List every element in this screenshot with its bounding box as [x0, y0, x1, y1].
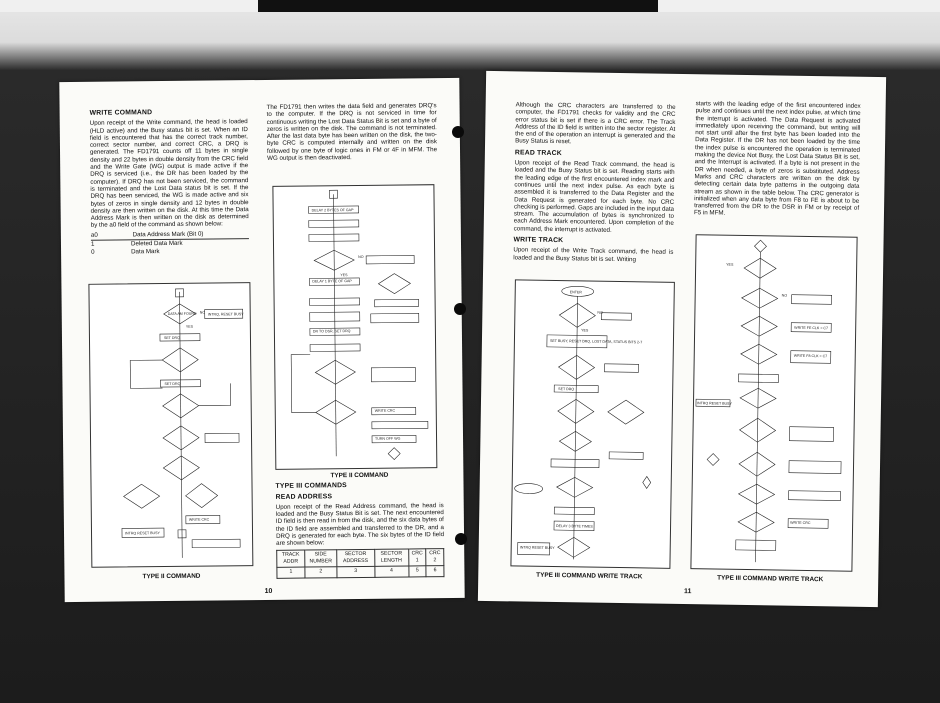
- write-command-heading: WRITE COMMAND: [89, 109, 153, 117]
- flow-text: WRITE FE CLK = C7: [794, 325, 829, 331]
- crc-paragraph: Although the CRC characters are transferred to the computer, the FD1791 checks for validity and the CRC error status bit is set if there is a CRC error. The Track Address of the ID field is written into the sector register. At the end of the operation an interrupt is generated and the Busy Status is reset.: [515, 101, 676, 146]
- flow-text: YES: [581, 328, 589, 333]
- flow-text: NO: [781, 293, 788, 298]
- id-value: 1: [277, 567, 305, 578]
- id-value: 4: [374, 566, 408, 577]
- flowchart-svg: [89, 283, 252, 567]
- write-data-paragraph: The FD1791 then writes the data field and generates DRQ's to the computer. If the DRQ is not serviced in time for continuous writing the Lost Data Status Bit is set and a byte of zeros is written on the disk. The command is not terminated. After the last data byte has been written on the disk, the two-byte CRC is computed internally and written on the disk followed by one byte of logic ones in FM or 4F in MFM. The WG output is then deactivated.: [266, 102, 438, 163]
- id-value: 5: [408, 566, 426, 576]
- read-track-heading: READ TRACK: [514, 149, 562, 157]
- flow-text: WRITE F8 CLK = C7: [793, 353, 828, 359]
- flowchart-write-track-2: [690, 234, 857, 572]
- flow-text: NO: [358, 254, 364, 259]
- binder-hole: [455, 533, 467, 545]
- left-caption-1: TYPE II COMMAND: [142, 572, 201, 581]
- read-address-paragraph: Upon receipt of the Read Address command, the head is loaded and the Busy Status Bit is set. The next encountered ID field is then read in from the disk, and the six data bytes of the ID field are assembled and transferred to the DR, and a DRQ is generated for each byte. The six bytes of the ID field are shown below:: [275, 501, 445, 548]
- binder-hole: [452, 126, 464, 138]
- address-mark-table: [91, 230, 249, 256]
- flow-text: DATA AM FOUND: [167, 311, 197, 316]
- flowchart-svg: [273, 185, 436, 469]
- id-value: 6: [426, 566, 444, 576]
- flow-text: DELAY 2 BYTES OF GAP: [311, 208, 354, 213]
- flow-text: SET DRQ: [558, 387, 575, 392]
- left-page: [59, 78, 464, 602]
- flow-text: SET DRQ: [164, 381, 181, 387]
- id-header: SECTOR ADDRESS: [337, 549, 375, 567]
- flow-text: INTRQ RESET BUSY: [124, 531, 160, 536]
- right-page: [478, 71, 886, 607]
- flow-text: DELAY 1 BYTE OF GAP: [312, 279, 352, 284]
- id-header: SECTOR LENGTH: [374, 549, 408, 567]
- write-track-heading: WRITE TRACK: [513, 236, 564, 245]
- left-column-1: [90, 108, 250, 256]
- am-row-a0: 0: [91, 248, 95, 256]
- flow-text: YES: [185, 324, 194, 329]
- am-row-a0: 1: [90, 240, 95, 249]
- flowchart-type2: [272, 184, 437, 470]
- id-header: SIDE NUMBER: [305, 549, 337, 567]
- flowchart-svg: [511, 280, 673, 567]
- read-address-heading: READ ADDRESS: [275, 492, 333, 501]
- write-track-paragraph: Upon receipt of the Write Track command, the head is loaded and the Busy Status bit is set. Writing: [513, 246, 674, 263]
- flowchart-write-track-1: [510, 279, 674, 568]
- am-row-label: Deleted Data Mark: [130, 240, 183, 248]
- flow-text: NO: [199, 310, 206, 315]
- flow-text: SET BUSY, RESET DRQ, LOST DATA, STATUS BITS 2-7: [549, 338, 643, 345]
- flow-text: TURN OFF WG: [375, 436, 401, 441]
- flow-text: SET DRQ: [163, 335, 180, 341]
- id-value: 2: [305, 567, 337, 578]
- right-column-2: [694, 100, 861, 221]
- id-header: CRC 1: [408, 548, 426, 566]
- flow-text: WRITE CRC: [188, 517, 210, 522]
- flow-text: INTRQ RESET BUSY: [696, 401, 732, 406]
- flow-text: INTRQ, RESET BUSY: [207, 312, 244, 317]
- flow-text: WRITE CRC: [790, 520, 811, 526]
- id-header: TRACK ADDR: [277, 550, 305, 568]
- flow-text: YES: [726, 262, 734, 267]
- left-column-2: [267, 102, 438, 164]
- flow-text: NO: [597, 310, 603, 315]
- type2-flow-caption: TYPE II COMMAND: [330, 471, 389, 480]
- flow-text: DR TO DSR, SET DRQ: [312, 329, 351, 334]
- am-header-a0: a0: [90, 231, 98, 239]
- flow-text: ENTER: [569, 290, 582, 295]
- right-caption-1: TYPE III COMMAND WRITE TRACK: [536, 571, 643, 581]
- flow-text: DELAY 3 BYTE TIMES: [556, 524, 593, 529]
- right-caption-2: TYPE III COMMAND WRITE TRACK: [717, 574, 824, 584]
- page-number-right: 11: [683, 588, 692, 596]
- binder-hole: [454, 303, 466, 315]
- top-dark-strip: [258, 0, 658, 12]
- flow-text: INTRQ RESET BUSY: [519, 545, 555, 551]
- type3-heading: TYPE III COMMANDS: [275, 482, 347, 491]
- flowchart-svg: [691, 235, 856, 570]
- flow-text: WRITE CRC: [374, 408, 396, 413]
- flow-text: YES: [340, 273, 348, 278]
- write-track-continued-paragraph: starts with the leading edge of the first encountered index pulse and continues until the next index pulse, at which time the interrupt is activated. The Data Request is activated immediately upon receiving the command, but writing will not start until after the first byte has been loaded into the Data Register. If the DR has not been loaded by the time the index pulse is encountered the operation is terminated making the device Not Busy, the Lost Data Status Bit is set, and the Interrupt is activated. If a byte is not present in the DR when needed, a byte of zeros is substituted. Address Marks and CRC characters are written on the disk by detecting certain data byte patterns in the outgoing data stream as shown in the table below. The CRC generator is initialized when any data byte from F8 to FE is about to be transferred from the DR to the DSR in FM or by receipt of F5 in MFM.: [693, 100, 861, 218]
- page-number-left: 10: [264, 587, 273, 595]
- am-row-label: Data Mark: [131, 247, 160, 256]
- flowchart-write-command: [88, 282, 253, 568]
- id-header: CRC 2: [426, 548, 444, 566]
- read-track-paragraph: Upon receipt of the Read Track command, the head is loaded and the Busy Status bit is set. Reading starts with the leading edge of the first encountered index mark and continues until the next index pulse. As each byte is assembled it is transferred to the Data Register and the Data Request is generated for each byte. No CRC checking is performed. Gaps are included in the input data stream. The accumulation of bytes is synchronized to each Address Mark encountered. Upon completion of the command, the interrupt is activated.: [513, 159, 675, 234]
- id-field-table: [276, 548, 444, 579]
- left-column-2-lower: [275, 471, 444, 578]
- write-command-paragraph: Upon receipt of the Write command, the head is loaded (HLD active) and the Busy status bit is set. When an ID field is encountered that has the correct track number, correct sector number, and correct CRC, a DRQ is generated. The FD1791 counts off 11 bytes in single density and 22 bytes in double density from the CRC field and the Write Gate (WG) output is made active if the DRQ is serviced (i.e., the DR has been loaded by the computer). If DRQ has not been serviced, the command is terminated and the Lost Data status bit is set. If the DRQ has been serviced, the WG is made active and six bytes of zeros in single density and 12 bytes in double density are then written on the disk. At this time the Data Address Mark is then written on the disk as determined by the a0 field of the command as shown below:: [89, 118, 249, 230]
- right-column-1: [513, 101, 676, 265]
- am-header-label: Data Address Mark (Bit 0): [132, 230, 204, 239]
- id-value: 3: [337, 567, 375, 578]
